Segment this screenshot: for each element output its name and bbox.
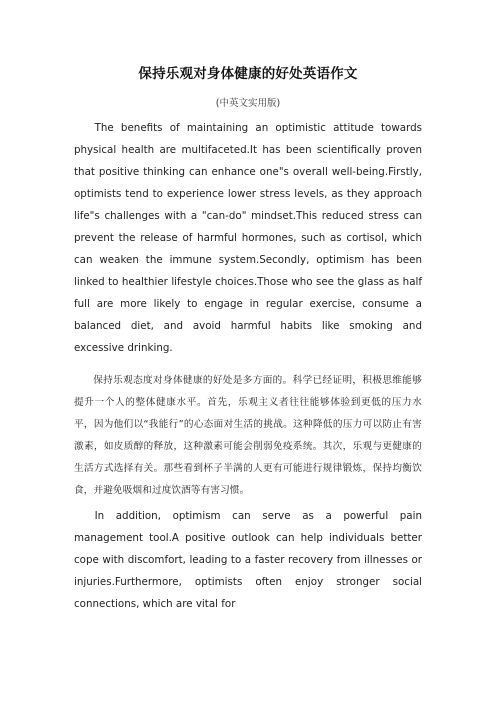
paragraph-english-1: The benefits of maintaining an optimistic attitude towards physical health are multifaceted.It has been scientifically proven that positive thinking can enhance one"s overall well-being.Firstly, optimists tend to experience lower stress levels, as they approach life"s challenges with a "can-do" mindset.This reduced stress can prevent the release of harmful hormones, such as cortisol, which can weaken the immune system.Secondly, optimism has been linked to healthier lifestyle choices.Those who see the glass as half full are more likely to engage in regular exercise, consume a balanced diet, and avoid harmful habits like smoking and excessive drinking. [74,122,422,354]
paragraph-chinese-1: 保持乐观态度对身体健康的好处是多方面的。科学已经证明，积极思维能够提升一个人的整体健康水平。首先，乐观主义者往往能够体验到更低的压力水平，因为他们以“我能行”的心态面对生活的挑战。这种降低的压力可以防止有害激素，如皮质醇的释放，这种激素可能会削弱免疫系统。其次，乐观与更健康的生活方式选择有关。那些看到杯子半满的人更有可能进行规律锻炼，保持均衡饮食，并避免吸烟和过度饮酒等有害习惯。 [74,375,422,496]
paragraph-english-2: In addition, optimism can serve as a powerful pain management tool.A positive outlook can help individuals better cope with discomfort, leading to a faster recovery from illnesses or injuries.Furthermore, optimists often enjoy stronger social connections, which are vital for [74,510,422,610]
document-subtitle: (中英文实用版) [215,98,281,109]
document-title: 保持乐观对身体健康的好处英语作文 [138,66,358,82]
